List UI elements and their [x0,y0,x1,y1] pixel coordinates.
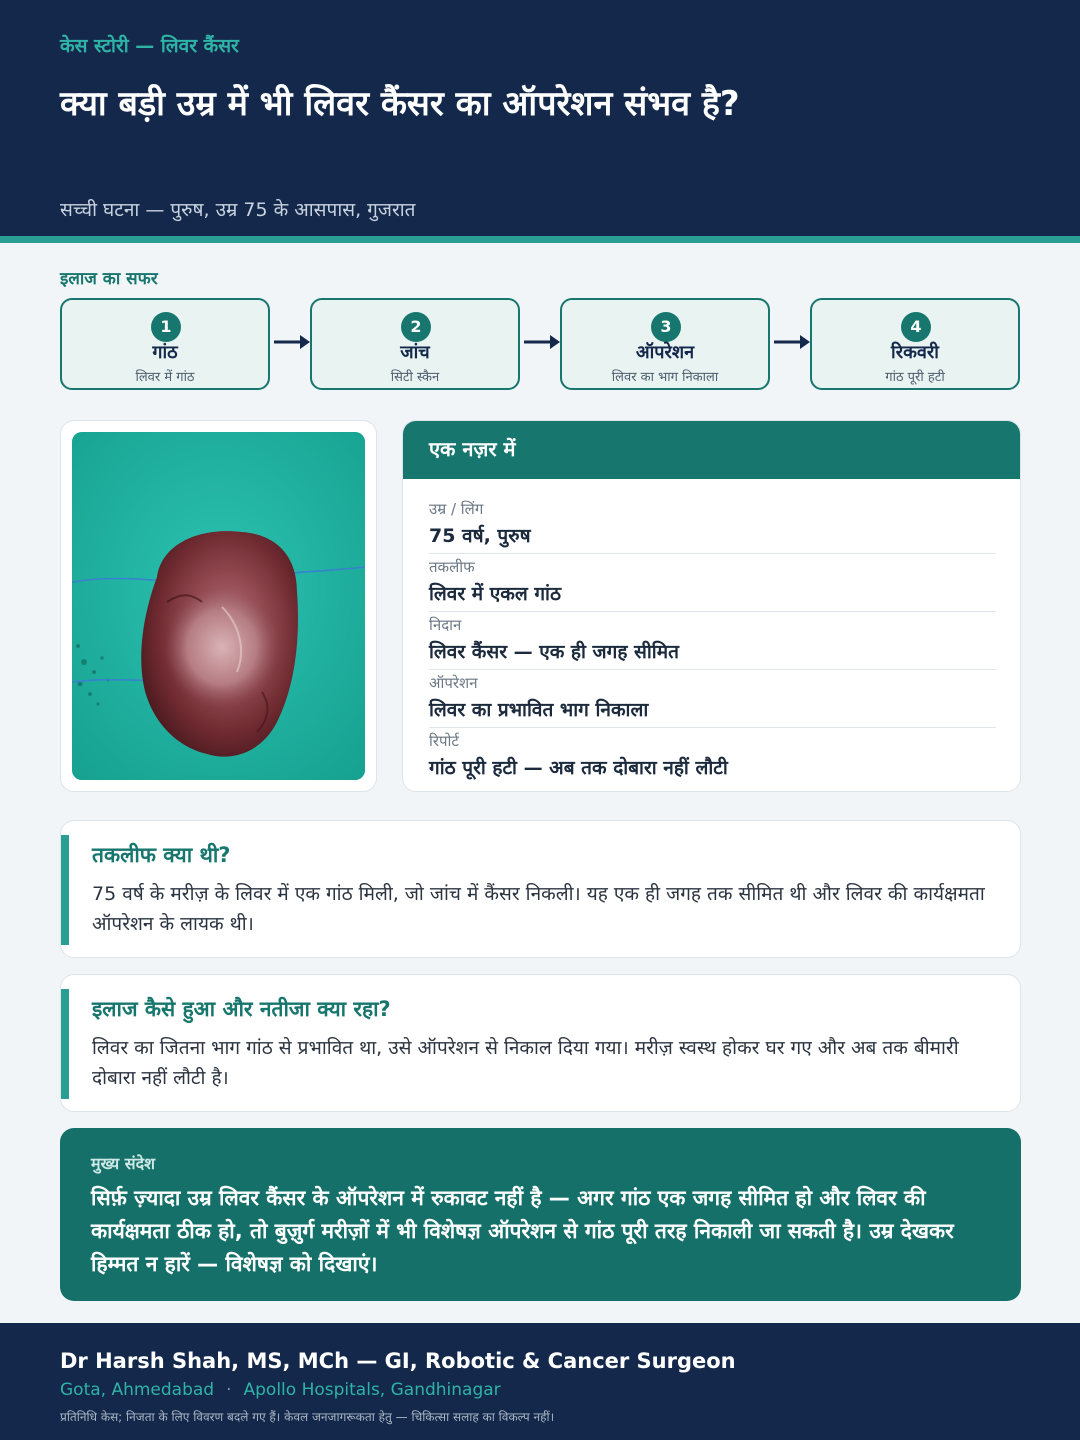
specimen-image-card [60,420,377,792]
problem-title: तकलीफ क्या थी? [92,843,231,867]
key-message-text: सिर्फ़ ज़्यादा उम्र लिवर कैंसर के ऑपरेशन में रुकावट नहीं है — अगर गांठ एक जगह सीमित हो और लिवर की कार्यक्षमता ठीक हो, तो बुज़ुर्ग मरीज़ों में भी विशेषज्ञ ऑपरेशन से गांठ पूरी तरह निकाली जा सकती है। उम्र देखकर हिम्मत न हारें — विशेषज्ञ को दिखाएं। [91,1186,954,1276]
specimen-photo [72,432,365,780]
card-accent-bar [61,835,69,945]
row-divider [429,669,996,670]
page-title: क्या बड़ी उम्र में भी लिवर कैंसर का ऑपरेशन संभव है? [60,84,740,124]
glance-row-report [429,731,996,789]
key-message-label: मुख्य संदेश [91,1154,155,1173]
treatment-journey [60,298,1020,390]
treatment-body: लिवर का जितना भाग गांठ से प्रभावित था, उसे ऑपरेशन से निकाल दिया गया। मरीज़ स्वस्थ होकर घर गए और अब तक बीमारी दोबारा नहीं लौटी है। [92,1037,959,1089]
step-number: 2 [401,312,431,342]
treatment-card [60,974,1021,1112]
step-subtitle: लिवर का भाग निकाला [611,370,719,385]
row-label: रिपोर्ट [429,732,459,750]
row-value: लिवर कैंसर — एक ही जगह सीमित [429,641,679,663]
problem-body: 75 वर्ष के मरीज़ के लिवर में एक गांठ मिली, जो जांच में कैंसर निकली। यह एक ही जगह तक सीमित थी और लिवर की कार्यक्षमता ऑपरेशन के लायक थी। [92,883,985,935]
journey-step-4 [810,298,1020,390]
step-title: गांठ [152,342,178,363]
step-subtitle: गांठ पूरी हटी [885,370,945,385]
row-value: गांठ पूरी हटी — अब तक दोबारा नहीं लौटी [429,757,728,779]
row-divider [429,611,996,612]
doctor-name: Dr Harsh Shah, MS, MCh — GI, Robotic & Cancer Surgeon [60,1349,736,1373]
at-a-glance-card [402,420,1021,792]
journey-step-2 [310,298,520,390]
step-number: 3 [651,312,681,342]
problem-card [60,820,1021,958]
journey-step-1 [60,298,270,390]
glance-row-diagnosis [429,615,996,673]
row-value: 75 वर्ष, पुरुष [429,525,531,547]
doctor-locations [60,1380,501,1400]
location-gota: Gota, Ahmedabad [60,1380,215,1400]
glance-row-age-gender [429,499,996,557]
row-label: उम्र / लिंग [429,500,484,518]
key-message-card [60,1128,1021,1301]
location-separator: · [226,1380,232,1400]
glance-row-complaint [429,557,996,615]
row-value: लिवर का प्रभावित भाग निकाला [429,699,649,721]
step-number: 4 [901,312,931,342]
glance-header [403,421,1020,479]
arrow-right-icon [272,330,312,354]
glance-title: एक नज़र में [429,437,516,461]
arrow-right-icon [772,330,812,354]
journey-title: इलाज का सफर [60,269,158,289]
arrow-right-icon [522,330,562,354]
page-footer [0,1323,1080,1440]
row-label: निदान [429,616,462,634]
page-header [0,0,1080,236]
card-accent-bar [61,989,69,1099]
glance-row-operation [429,673,996,731]
page-subtitle: सच्ची घटना — पुरुष, उम्र 75 के आसपास, गुजरात [60,199,416,221]
case-story-kicker: केस स्टोरी — लिवर कैंसर [60,35,239,57]
row-divider [429,553,996,554]
journey-step-3 [560,298,770,390]
step-subtitle: लिवर में गांठ [135,370,195,385]
step-title: रिकवरी [891,342,939,363]
step-number: 1 [151,312,181,342]
liver-specimen-illustration [72,432,365,780]
row-label: ऑपरेशन [429,674,478,692]
step-title: जांच [400,342,430,363]
disclaimer: प्रतिनिधि केस; निजता के लिए विवरण बदले गए हैं। केवल जनजागरूकता हेतु — चिकित्सा सलाह का विकल्प नहीं। [60,1410,555,1424]
step-subtitle: सिटी स्कैन [390,370,440,385]
location-apollo: Apollo Hospitals, Gandhinagar [243,1380,501,1400]
row-label: तकलीफ [429,558,475,576]
row-divider [429,727,996,728]
header-accent-bar [0,236,1080,243]
step-title: ऑपरेशन [635,342,695,363]
treatment-title: इलाज कैसे हुआ और नतीजा क्या रहा? [92,997,391,1021]
row-value: लिवर में एकल गांठ [429,583,561,605]
